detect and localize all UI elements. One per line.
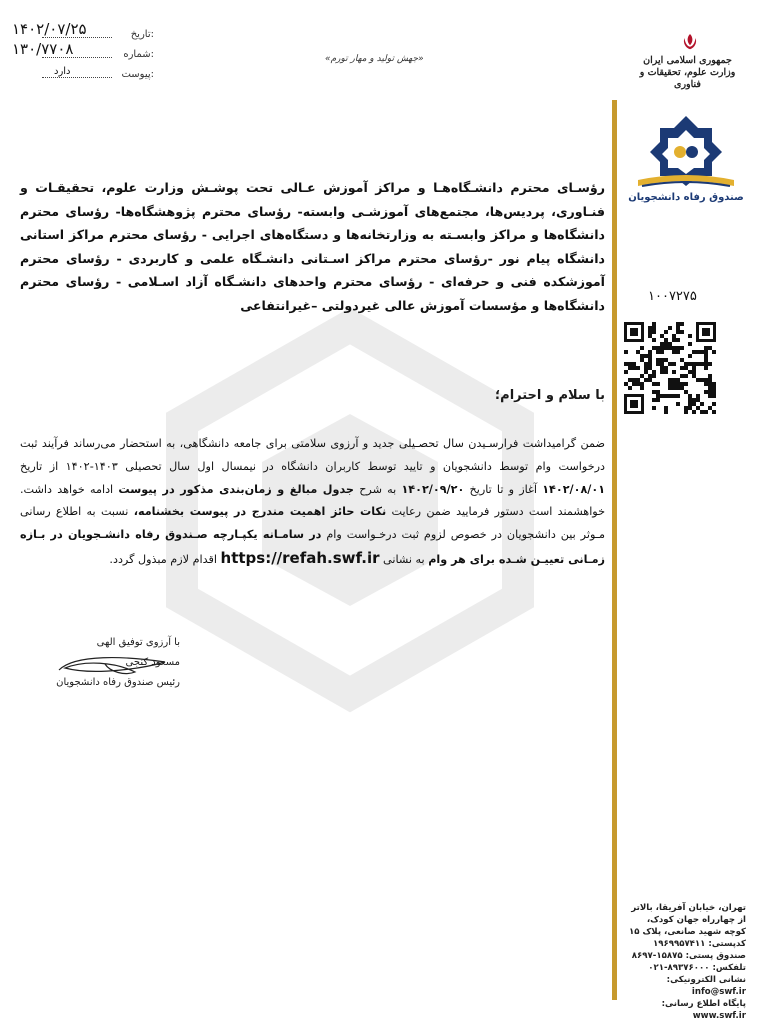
- letter-number: ۱۰۰۷۲۷۵: [648, 289, 697, 304]
- closing-line: با آرزوی توفیق الهی: [96, 637, 180, 648]
- iran-emblem-icon: [682, 33, 698, 51]
- end-date: ۱۴۰۲/۰۹/۲۰: [401, 482, 465, 496]
- date-label: تاریخ:: [130, 29, 154, 40]
- telefax: تلفکس: ۸۹۳۷۶۰۰۰-۰۲۱: [648, 963, 746, 973]
- portal-url-link[interactable]: https://refah.swf.ir: [220, 548, 380, 567]
- ministry-line2: وزارت علوم، تحقیقات و فناوری: [639, 67, 736, 90]
- address-line-1: تهران، خیابان آفریقا، بالاتر: [631, 903, 746, 913]
- signer-name: مسعود کنجی: [125, 657, 180, 668]
- website-label: پایگاه اطلاع رسانی:: [661, 999, 746, 1009]
- attachment-label: پیوست:: [121, 69, 154, 80]
- address-line-3: کوچه شهید صانعی، پلاک ۱۵: [629, 927, 746, 937]
- address-line-2: از چهارراه جهان کودک،: [646, 915, 746, 925]
- body-bold-3: در سامـانه یکپـارچه صـندوق رفاه دانشـجویان در بـازه زمـانی تعییـن شـده برای هر وام: [20, 528, 605, 566]
- body-text-6: به نشانی: [383, 552, 425, 566]
- signer-title: رئیس صندوق رفاه دانشجویان: [56, 677, 180, 688]
- website-link[interactable]: www.swf.ir: [692, 1011, 746, 1021]
- student-welfare-fund-logo: [628, 112, 744, 192]
- body-text-4: ادامه خواهد داشت. خواهشمند است دستور فرمایید ضمن رعایت: [20, 482, 606, 519]
- attachment-row: [10, 60, 160, 80]
- body-text-2: آغاز و تا تاریخ: [469, 482, 538, 496]
- date-value: ۱۴۰۲/۰۷/۲۵: [12, 20, 87, 38]
- body-text-1: ضمن گرامیداشت فرارسـیدن سال تحصـیلی جدید و آرزوی سلامتی برای جامعه دانشگاهی، به استحضار می‌رساند فرآیند ثبت درخواست وام توسط دانشجویان و تایید توسط کاربران دانشگاه در نیمسال اول سال تحصیلی ۱۴۰۳-۱۴۰۲ از تاریخ: [20, 437, 605, 473]
- qr-code: [624, 322, 716, 414]
- footer-address: [624, 902, 746, 1022]
- ministry-line1: جمهوری اسلامی ایران: [643, 55, 732, 66]
- body-text-3: به شرح: [359, 482, 397, 496]
- recipients-paragraph: رؤسـای محترم دانشـگاه‌هـا و مراکز آموزش عـالی تحت پوشـش وزارت علوم، تحقیقـات و فنـاوری، پردیس‌ها، مجتمع‌های آموزشـی وابسته- رؤسای محترم پژوهشگاه‌ها- رؤسای محترم دانشگاه‌ها و مراکز وابسـته به وزارتخانه‌ها و دستگاه‌های اجرایی - رؤسای محترم مراکز استانی دانشگاه پیام نور -رؤسای محترم مراکز اسـتانی دانشـگاه علمی و کاربردی - رؤسای محترم آموزشکده فنی و حرفه‌ای - رؤسای محترم واحدهای دانشـگاه آزاد اسـلامی - رؤسای محترم دانشگاه‌ها و مؤسسات آموزش عالی غیردولتی –غیرانتفاعی: [20, 180, 605, 313]
- postal-code: کدپستی: ۱۹۶۹۹۵۷۴۱۱: [652, 939, 746, 949]
- body-text-5: نسبت به اطلاع رسانی مـوثر بین دانشجویان در خصوص لزوم ثبت درخـواست وام: [20, 505, 606, 542]
- gold-divider: [612, 100, 617, 1000]
- number-row: [10, 40, 160, 60]
- year-motto: «جهش تولید و مهار تورم»: [325, 54, 424, 64]
- date-row: [10, 20, 160, 40]
- fund-name: صندوق رفاه دانشجویان: [628, 192, 744, 203]
- letter-body: [20, 433, 605, 572]
- letter-meta: [10, 20, 160, 80]
- handwritten-signature: [55, 652, 175, 678]
- attachment-value: دارد: [54, 66, 71, 77]
- salutation: با سلام و احترام؛: [494, 388, 605, 403]
- start-date: ۱۴۰۲/۰۸/۰۱: [542, 482, 606, 496]
- body-bold-1: جدول مبالغ و زمان‌بندی مذکور در پیوست: [118, 482, 354, 496]
- number-value: ۱۳۰/۷۷۰۸: [12, 40, 74, 58]
- ministry-title: [630, 55, 745, 91]
- body-text-7: اقدام لازم مبذول گردد.: [109, 552, 217, 566]
- po-box: صندوق پستی: ۱۵۸۷۵-۸۶۹۷: [631, 951, 746, 961]
- email-label: نشانی الکترونیکی:: [666, 975, 746, 985]
- body-bold-2: نکات حائز اهمیت مندرج در پیوست بخشنامه،: [133, 505, 387, 519]
- number-label: شماره:: [123, 49, 154, 60]
- email-link[interactable]: info@swf.ir: [691, 987, 746, 997]
